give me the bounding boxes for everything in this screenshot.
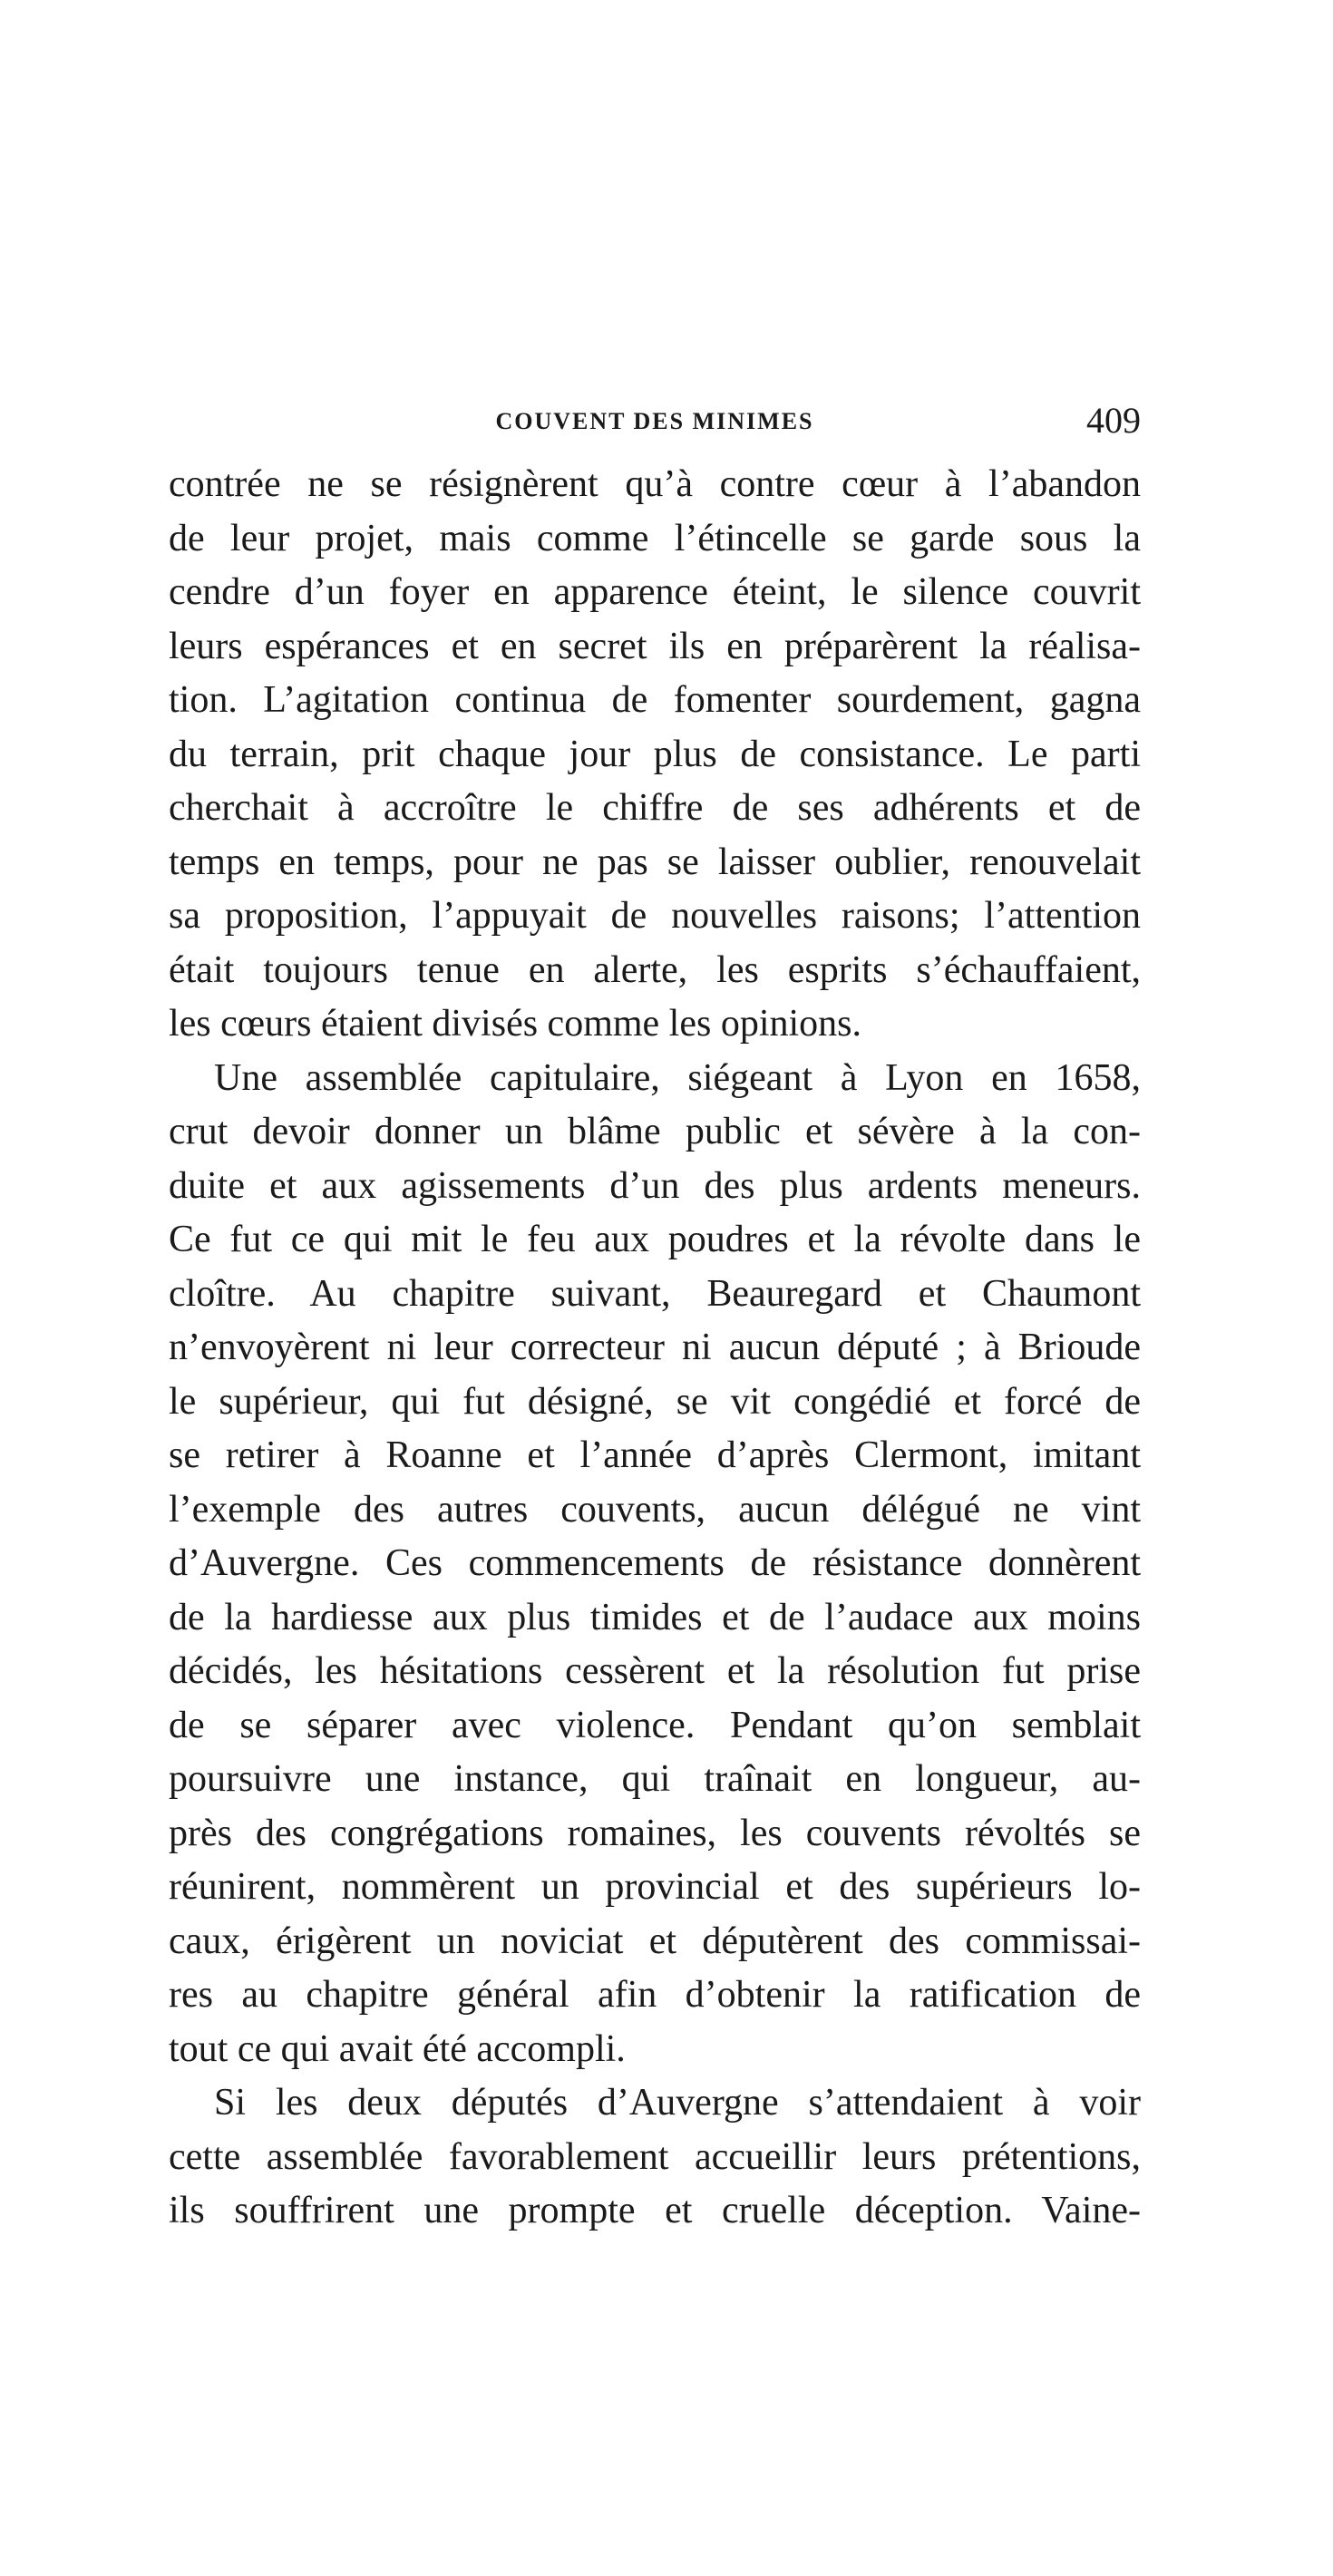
text-line: de la hardiesse aux plus timides et de l’audace aux moins <box>169 1596 1141 1638</box>
text-line: cherchait à accroître le chiffre de ses adhérents et de <box>169 787 1141 829</box>
text-line: contrée ne se résignèrent qu’à contre cœur à l’abandon <box>169 463 1141 505</box>
text-line: se retirer à Roanne et l’année d’après Clermont, imitant <box>169 1434 1141 1476</box>
running-title: COUVENT DES MINIMES <box>495 408 814 434</box>
text-line: temps en temps, pour ne pas se laisser oublier, renouvelait <box>169 841 1141 883</box>
text-line: était toujours tenue en alerte, les esprits s’échauffaient, <box>169 948 1141 991</box>
text-line: caux, érigèrent un noviciat et députèrent des commissai- <box>169 1920 1141 1962</box>
text-line: poursuivre une instance, qui traînait en longueur, au- <box>169 1758 1141 1800</box>
text-line: Si les deux députés d’Auvergne s’attendaient à voir <box>214 2082 1141 2124</box>
text-line: le supérieur, qui fut désigné, se vit congédié et forcé de <box>169 1380 1141 1423</box>
running-head <box>169 399 1141 453</box>
text-line: leurs espérances et en secret ils en préparèrent la réalisa- <box>169 625 1141 667</box>
text-line: tion. L’agitation continua de fomenter sourdement, gagna <box>169 679 1141 721</box>
text-line: sa proposition, l’appuyait de nouvelles raisons; l’attention <box>169 895 1141 937</box>
text-line: Une assemblée capitulaire, siégeant à Lyon en 1658, <box>214 1056 1141 1099</box>
text-line: cendre d’un foyer en apparence éteint, le silence couvrit <box>169 571 1141 613</box>
text-line: décidés, les hésitations cessèrent et la résolution fut prise <box>169 1650 1141 1692</box>
text-line: du terrain, prit chaque jour plus de consistance. Le parti <box>169 733 1141 775</box>
text-line: Ce fut ce qui mit le feu aux poudres et la révolte dans le <box>169 1219 1141 1260</box>
text-line: crut devoir donner un blâme public et sévère à la con- <box>169 1111 1141 1152</box>
page-number: 409 <box>1086 400 1141 441</box>
text-line: cette assemblée favorablement accueillir leurs prétentions, <box>169 2135 1141 2178</box>
text-line: près des congrégations romaines, les couvents révoltés se <box>169 1812 1141 1854</box>
text-line: réunirent, nommèrent un provincial et des supérieurs lo- <box>169 1866 1141 1908</box>
text-line: les cœurs étaient divisés comme les opinions. <box>169 1003 862 1045</box>
text-line: d’Auvergne. Ces commencements de résistance donnèrent <box>169 1542 1141 1584</box>
text-line: tout ce qui avait été accompli. <box>169 2027 626 2070</box>
text-line: res au chapitre général afin d’obtenir la ratification de <box>169 1974 1141 2016</box>
text-line: l’exemple des autres couvents, aucun délégué ne vint <box>169 1488 1141 1531</box>
text-line: de leur projet, mais comme l’étincelle se garde sous la <box>169 517 1141 559</box>
text-line: cloître. Au chapitre suivant, Beauregard et Chaumont <box>169 1272 1141 1315</box>
text-line: n’envoyèrent ni leur correcteur ni aucun député ; à Brioude <box>169 1327 1141 1368</box>
text-line: de se séparer avec violence. Pendant qu’on semblait <box>169 1704 1141 1746</box>
body-text <box>169 458 1141 2239</box>
text-line: ils souffrirent une prompte et cruelle déception. Vaine- <box>169 2190 1141 2231</box>
text-line: duite et aux agissements d’un des plus ardents meneurs. <box>169 1164 1141 1207</box>
